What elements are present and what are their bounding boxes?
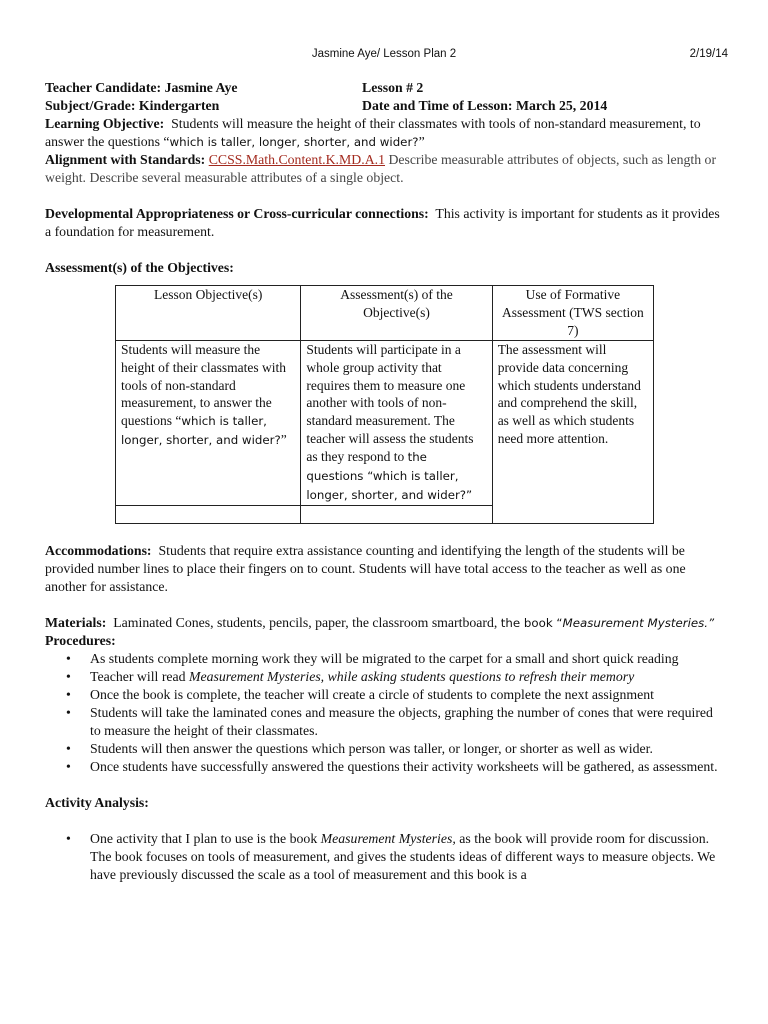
materials-book-intro: the book “ [500,615,563,630]
learning-objective-close: ” [418,134,425,149]
cell-objective-text: Students will measure the height of their classmates with tools of non-standard measurement, to answer the questions “ [121,341,286,429]
cell-empty-2 [301,505,492,523]
learning-objective-question: which is taller, longer, shorter, and wider? [169,135,419,149]
activity-book-title: Measurement Mysteries, [320,830,456,846]
developmental-text: This activity is important for students as it provides a foundation for measurement. [45,206,720,239]
materials-label: Materials: [45,614,107,630]
developmental-appropriateness [45,205,725,241]
list-item: • Once students have successfully answered the questions their activity worksheets will be gathered, as assessment. [90,758,725,776]
alignment-standards [45,151,725,187]
teacher-candidate: Teacher Candidate: Jasmine Aye [45,80,238,95]
materials-text: Laminated Cones, students, pencils, paper, the classroom smartboard, [113,614,498,630]
info-row-1 [45,79,725,97]
list-item-text: Teacher will read [90,668,190,684]
activity-text-post: as the book will provide room for discussion. The book focuses on tools of measurement, and gives the students ideas of different ways to measure objects. We have previously discussed the scale as a tool of measurement and this book is a [90,830,716,882]
list-item: • Once the book is complete, the teacher will create a circle of students to complete the next assignment [90,686,725,704]
cell-formative: The assessment will provide data concerning which students understand and comprehend the skill, as well as which students need more attention. [492,340,653,523]
cell-assessment-question: the questions “which is taller, longer, shorter, and wider?” [306,450,473,502]
assessment-table-header [116,286,654,341]
list-item [90,830,725,884]
list-item: • As students complete morning work they will be migrated to the carpet for a small and short quick reading [90,650,725,668]
assessment-heading: Assessment(s) of the Objectives: [45,260,234,275]
activity-analysis-label: Activity Analysis: [45,794,149,810]
developmental-label: Developmental Appropriateness or Cross-curricular connections: [45,206,429,221]
cell-assessment-text: Students will participate in a whole group activity that requires them to measure one another with tools of non-standard measurement. The teacher will assess the students as they respond to [306,341,474,465]
learning-objective [45,115,725,151]
lesson-plan-document [45,79,725,884]
info-row-2 [45,97,725,115]
accommodations [45,542,725,596]
subject-grade: Subject/Grade: Kindergarten [45,98,220,113]
accommodations-text: Students that require extra assistance counting and identifying the length of the students will be provided number lines to place their fingers on to count. Students will have total access to the teacher as well as one another for assistance. [45,542,686,594]
list-item: • Students will then answer the questions which person was taller, or longer, or shorter as well as wider. [90,740,725,758]
list-item [90,668,725,686]
procedures-list [45,650,725,776]
cell-objective [116,340,301,505]
page-header-date: 2/19/14 [689,48,728,60]
assessment-table [115,285,654,524]
list-item: • Students will take the laminated cones and measure the objects, graphing the number of cones that were required to measure the height of their classmates. [90,704,725,740]
learning-objective-label: Learning Objective: [45,116,165,131]
materials-book-title: Measurement Mysteries.” [562,615,715,630]
activity-list [45,830,725,884]
learning-objective-text: Students will measure the height of their classmates with tools of non-standard measurement, to answer the questions “ [45,116,701,149]
procedures-label: Procedures: [45,632,116,648]
page-header-title: Jasmine Aye/ Lesson Plan 2 [311,48,457,60]
table-row [116,340,654,505]
cell-empty-1 [116,505,301,523]
activity-text-pre: One activity that I plan to use is the book [90,830,321,846]
alignment-label: Alignment with Standards: [45,152,206,167]
list-item-italic: Measurement Mysteries, while asking students questions to refresh their memory [189,668,635,684]
header-formative-assessment: Use of Formative Assessment (TWS section 7) [492,286,653,341]
materials [45,614,725,632]
header-lesson-objectives: Lesson Objective(s) [116,286,301,341]
lesson-date: Date and Time of Lesson: March 25, 2014 [362,98,608,113]
lesson-number: Lesson # 2 [362,80,424,95]
header-assessments: Assessment(s) of the Objective(s) [301,286,492,341]
accommodations-label: Accommodations: [45,542,152,558]
alignment-text: Describe measurable attributes of objects, such as length or weight. Describe several measurable attributes of a single object. [45,152,717,185]
standard-link[interactable]: CCSS.Math.Content.K.MD.A.1 [208,152,386,167]
cell-objective-question: which is taller, longer, shorter, and wider? [121,414,281,448]
cell-objective-close: ” [280,432,287,448]
cell-assessment [301,340,492,505]
